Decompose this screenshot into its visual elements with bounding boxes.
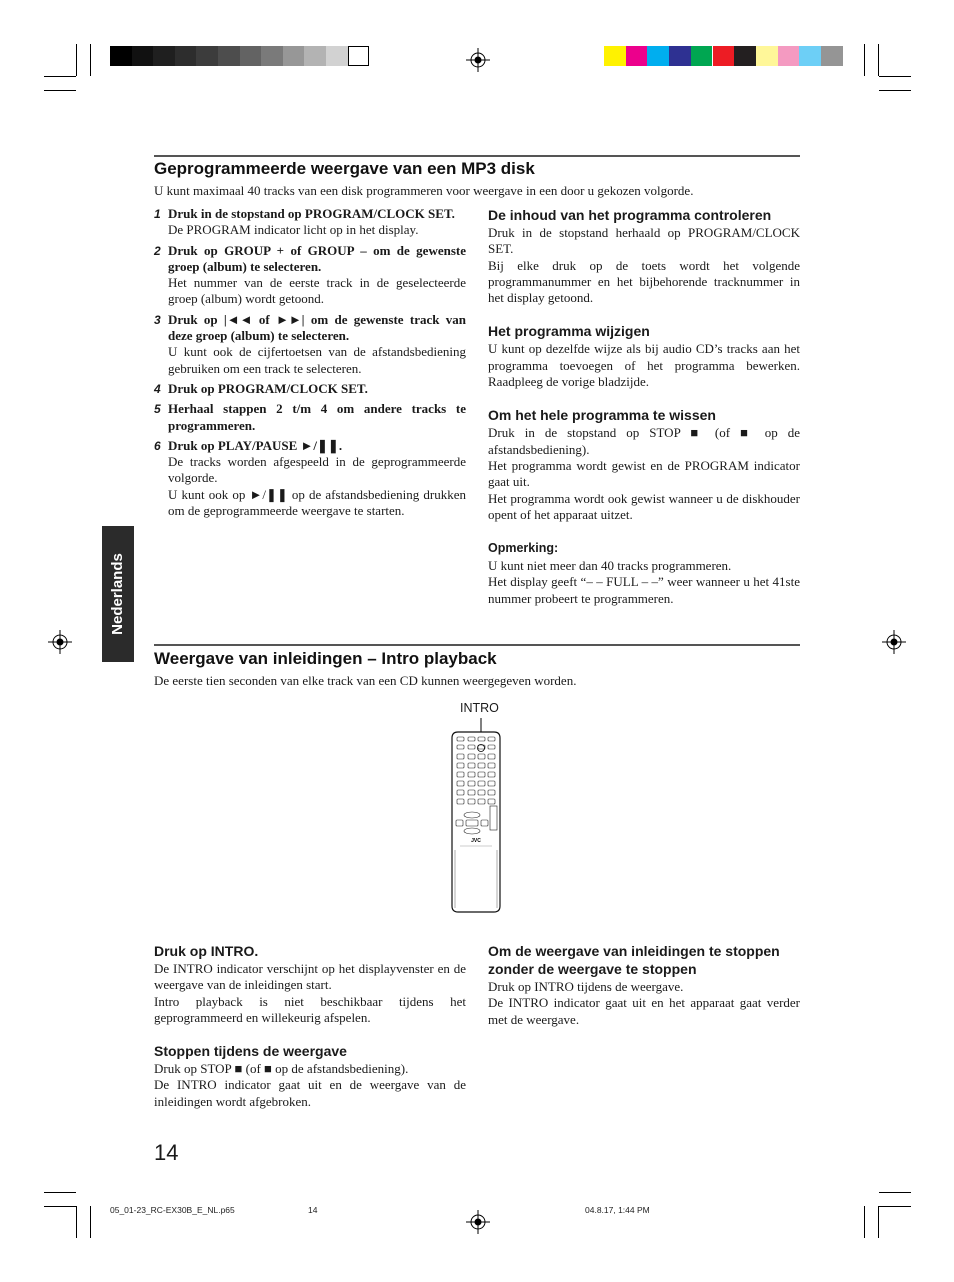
crop-mark <box>44 90 76 91</box>
color-swatch <box>691 46 713 66</box>
footer-timestamp: 04.8.17, 1:44 PM <box>585 1205 650 1215</box>
footer-page: 14 <box>308 1205 318 1215</box>
step-item <box>154 438 466 519</box>
step-heading: Druk in de stopstand op PROGRAM/CLOCK SET. <box>168 206 455 221</box>
paragraph: Druk op INTRO tijdens de weergave. <box>488 979 684 994</box>
intro-left-column <box>154 928 466 1110</box>
step-item <box>154 243 466 308</box>
color-swatch <box>647 46 669 66</box>
gray-swatch <box>283 46 305 66</box>
step-heading: Druk op GROUP + of GROUP – om de gewenste groep (album) te selecteren. <box>168 242 466 274</box>
paragraph: Het programma wordt ook gewist wanneer u de diskhouder opent of het apparaat uitzet. <box>488 490 800 522</box>
paragraph: Druk in de stopstand op STOP ■ (of ■ op de afstandsbediening). <box>488 425 800 457</box>
intro-callout-label: INTRO <box>460 701 499 715</box>
crop-mark <box>90 44 91 76</box>
crop-mark <box>90 1206 91 1238</box>
crop-mark <box>879 90 911 91</box>
subheading-erase-program: Om het hele programma te wissen <box>488 407 716 424</box>
paragraph: U kunt op dezelfde wijze als bij audio CD’s tracks aan het programma toevoegen of het programma bewerken. Raadpleeg de vorige bladzijde. <box>488 341 800 390</box>
crop-mark <box>879 76 911 77</box>
paragraph: Druk in de stopstand herhaald op PROGRAM/CLOCK SET. <box>488 225 800 257</box>
section-title-intro-playback: Weergave van inleidingen – Intro playback <box>154 649 497 668</box>
color-swatch <box>778 46 800 66</box>
step-number: 2 <box>154 243 161 258</box>
section-title-mp3-program: Geprogrammeerde weergave van een MP3 disk <box>154 159 535 178</box>
gray-swatch <box>110 46 132 66</box>
side-tab-label: Nederlands <box>109 553 126 635</box>
paragraph: Intro playback is niet beschikbaar tijdens het geprogrammeerd en willekeurig afspelen. <box>154 993 466 1025</box>
gray-swatch <box>261 46 283 66</box>
step-item <box>154 401 466 434</box>
gray-swatch <box>196 46 218 66</box>
registration-target-icon <box>48 630 72 654</box>
crop-mark <box>44 1192 76 1193</box>
remote-control-illustration <box>448 716 504 914</box>
crop-mark <box>879 1206 911 1207</box>
registration-target-icon <box>882 630 906 654</box>
registration-target-icon <box>466 48 490 72</box>
step-item <box>154 312 466 377</box>
remote-brand-logo: JVC <box>471 838 481 844</box>
gray-swatch <box>240 46 262 66</box>
paragraph: De INTRO indicator gaat uit en de weergave van de inleidingen wordt afgebroken. <box>154 1077 466 1109</box>
section-divider <box>154 155 800 157</box>
crop-mark <box>44 1206 76 1207</box>
step-number: 5 <box>154 402 161 417</box>
registration-target-icon <box>466 1210 490 1234</box>
gray-swatch <box>153 46 175 66</box>
gray-swatch <box>175 46 197 66</box>
paragraph: De INTRO indicator verschijnt op het displayvenster en de weergave van de inleidingen start. <box>154 961 466 993</box>
gray-swatch <box>304 46 326 66</box>
footer-filename: 05_01-23_RC-EX30B_E_NL.p65 <box>110 1205 235 1215</box>
step-number: 3 <box>154 312 161 327</box>
step-description: De tracks worden afgespeeld in de geprogrammeerde volgorde. <box>168 454 466 486</box>
step-heading: Herhaal stappen 2 t/m 4 om andere tracks te programmeren. <box>168 401 466 433</box>
page-number: 14 <box>154 1140 179 1165</box>
step-number: 4 <box>154 381 161 396</box>
paragraph: De INTRO indicator gaat uit en het apparaat gaat verder met de weergave. <box>488 995 800 1027</box>
color-swatch <box>669 46 691 66</box>
step-item <box>154 381 466 397</box>
section-intro-mp3-program: U kunt maximaal 40 tracks van een disk programmeren voor weergave in een door u gekozen volgorde. <box>154 183 694 198</box>
color-swatch <box>604 46 626 66</box>
paragraph: Het display geeft “– – FULL – –” weer wanneer u het 41ste nummer probeert te programmeren. <box>488 574 800 606</box>
step-heading: Druk op |◄◄ of ►►| om de gewenste track van deze groep (album) te selecteren. <box>168 311 466 344</box>
crop-mark <box>44 76 76 77</box>
note-heading: Opmerking: <box>488 541 559 556</box>
subheading-change-program: Het programma wijzigen <box>488 323 650 340</box>
gray-swatch <box>348 46 370 66</box>
language-side-tab <box>102 526 134 662</box>
gray-swatch <box>218 46 240 66</box>
color-swatch <box>799 46 821 66</box>
crop-mark <box>878 1206 879 1238</box>
intro-right-column <box>488 928 800 1028</box>
subheading-stop-intro: Om de weergave van inleidingen te stoppen zonder de weergave te stoppen <box>488 943 780 977</box>
steps-column <box>154 206 466 523</box>
crop-mark <box>864 44 865 76</box>
crop-mark <box>878 44 879 76</box>
gray-swatch <box>326 46 348 66</box>
step-description: De PROGRAM indicator licht op in het display. <box>168 222 419 238</box>
crop-mark <box>879 1192 911 1193</box>
color-swatch <box>821 46 843 66</box>
crop-mark <box>76 1206 77 1238</box>
gray-swatch <box>132 46 154 66</box>
color-swatch <box>626 46 648 66</box>
step-number: 6 <box>154 438 161 453</box>
step-number: 1 <box>154 207 161 221</box>
crop-mark <box>864 1206 865 1238</box>
color-swatch <box>734 46 756 66</box>
step-item <box>154 206 466 239</box>
color-swatch <box>713 46 735 66</box>
step-description: Het nummer van de eerste track in de geselecteerde groep (album) wordt getoond. <box>168 275 466 307</box>
section-intro-intro-playback: De eerste tien seconden van elke track van een CD kunnen weergegeven worden. <box>154 673 577 688</box>
subheading-press-intro: Druk op INTRO. <box>154 943 259 959</box>
paragraph: Druk op STOP ■ (of ■ op de afstandsbediening). <box>154 1061 409 1077</box>
subheading-check-program: De inhoud van het programma controleren <box>488 207 772 223</box>
paragraph: Bij elke druk op de toets wordt het volgende programmanummer en het bijbehorende tracknummer in het display getoond. <box>488 257 800 306</box>
step-description: U kunt ook de cijfertoetsen van de afstandsbediening gebruiken om een track te selecteren. <box>168 344 466 376</box>
paragraph: U kunt niet meer dan 40 tracks programmeren. <box>488 558 732 574</box>
subheading-stop-playback: Stoppen tijdens de weergave <box>154 1043 347 1060</box>
step-description: U kunt ook op ►/❚❚ op de afstandsbediening drukken om de geprogrammeerde weergave te starten. <box>168 486 466 519</box>
paragraph: Het programma wordt gewist en de PROGRAM indicator gaat uit. <box>488 457 800 490</box>
color-swatch <box>756 46 778 66</box>
step-heading: Druk op PROGRAM/CLOCK SET. <box>168 380 368 396</box>
program-info-column <box>488 192 800 607</box>
step-heading: Druk op PLAY/PAUSE ►/❚❚. <box>168 437 343 453</box>
section-divider <box>154 644 800 646</box>
crop-mark <box>76 44 77 76</box>
